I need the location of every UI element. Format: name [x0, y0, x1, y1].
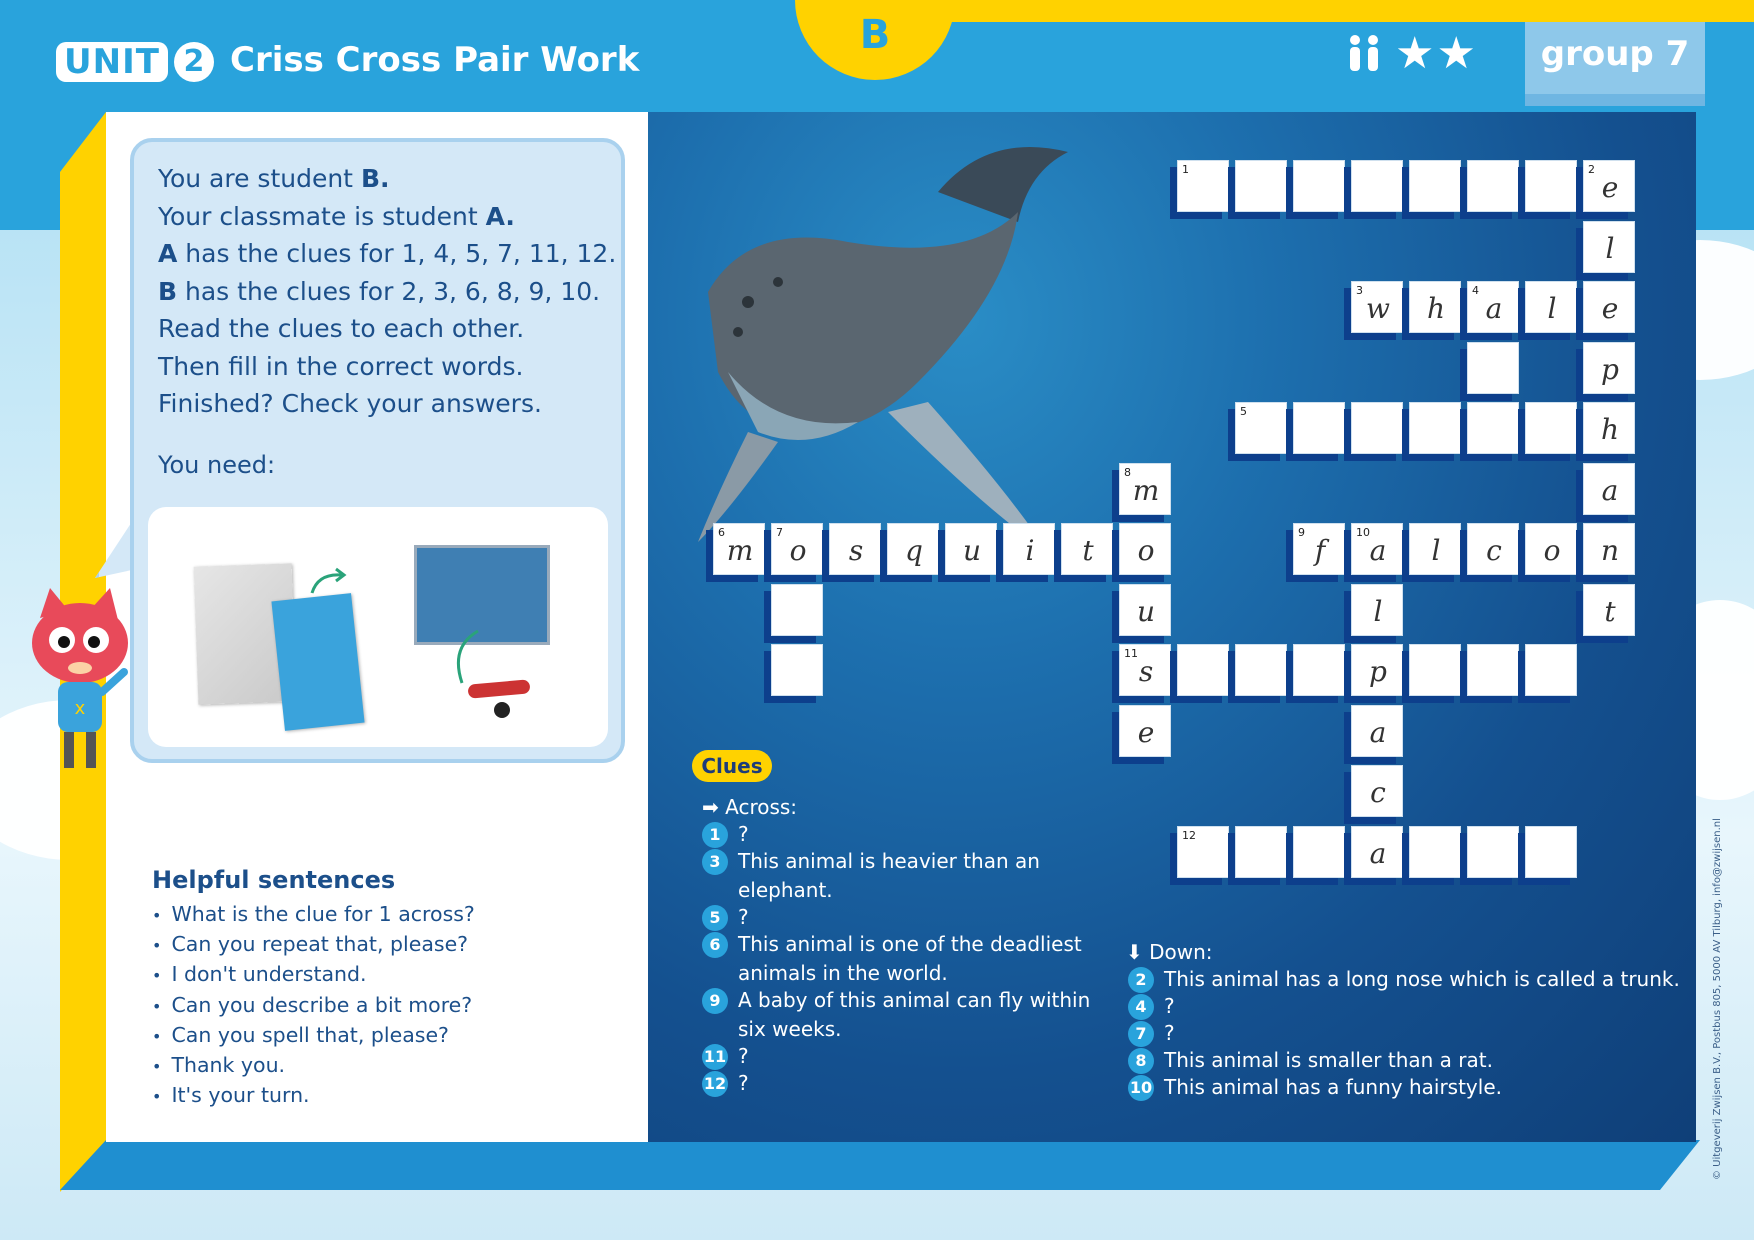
clue-text: ?: [738, 1071, 749, 1095]
helpful-sentences-title: Helpful sentences: [152, 866, 396, 894]
cell-letter: c: [1370, 776, 1386, 809]
crossword-cell[interactable]: [1119, 463, 1171, 515]
crossword-cell[interactable]: [887, 523, 939, 575]
clue-number: 9: [702, 988, 728, 1014]
helpful-sentences-list: [152, 900, 475, 1111]
helpful-sentence: • Can you spell that, please?: [152, 1021, 475, 1051]
instruction-line: B has the clues for 2, 3, 6, 8, 9, 10.: [158, 276, 601, 306]
crossword-cell[interactable]: [1467, 644, 1519, 696]
crossword-cell[interactable]: [713, 523, 765, 575]
crossword-cell[interactable]: [1351, 523, 1403, 575]
instruction-line: Read the clues to each other.: [158, 314, 525, 343]
cell-letter: t: [1604, 594, 1616, 628]
crossword-cell[interactable]: [1409, 523, 1461, 575]
cell-number: 5: [1240, 405, 1247, 418]
clue-text: ?: [1164, 1021, 1175, 1045]
crossword-cell[interactable]: [1293, 644, 1345, 696]
cell-letter: u: [1136, 594, 1156, 628]
clue-number: 7: [1128, 1021, 1154, 1047]
crossword-cell[interactable]: [1351, 584, 1403, 636]
crossword-cell[interactable]: [1351, 644, 1403, 696]
clue-number: 10: [1128, 1075, 1154, 1101]
clue-text: ?: [738, 822, 749, 846]
cell-letter: o: [1543, 534, 1561, 567]
crossword-cell[interactable]: [1409, 281, 1461, 333]
cell-number: 6: [718, 526, 725, 539]
cell-letter: o: [1137, 534, 1155, 567]
crossword-sheet-image: [271, 593, 364, 731]
crossword-cell[interactable]: [1351, 281, 1403, 333]
crossword-cell[interactable]: [771, 584, 823, 636]
crossword-cell[interactable]: [829, 523, 881, 575]
cell-letter: l: [1431, 534, 1441, 567]
clue-text: This animal has a funny hairstyle.: [1164, 1075, 1502, 1099]
clue-number: 2: [1128, 967, 1154, 993]
cell-letter: a: [1369, 534, 1387, 567]
cell-number: 10: [1356, 526, 1370, 539]
cell-letter: a: [1601, 473, 1619, 507]
clue-row: [1128, 1048, 1688, 1075]
crossword-cell[interactable]: [1119, 584, 1171, 636]
clue-number: 11: [702, 1044, 728, 1070]
crossword-cell[interactable]: [1467, 281, 1519, 333]
instructions-box: [130, 138, 625, 763]
crossword-cell[interactable]: [1583, 402, 1635, 454]
copyright-text: © Uitgeverij Zwijsen B.V., Postbus 805, 5000 AV Tilburg, info@zwijsen.nl: [1712, 818, 1723, 1180]
cell-letter: l: [1605, 231, 1615, 265]
instruction-line: Your classmate is student A.: [158, 201, 515, 231]
crossword-cell[interactable]: [1293, 523, 1345, 575]
clue-row: [1128, 994, 1688, 1021]
clue-text: ?: [1164, 994, 1175, 1018]
clue-row: [1128, 1075, 1688, 1102]
crossword-cell[interactable]: [1235, 826, 1287, 878]
cell-letter: i: [1025, 534, 1035, 567]
cell-letter: u: [962, 534, 982, 567]
instruction-line: You are student B.: [158, 164, 390, 193]
cell-number: 11: [1124, 647, 1138, 660]
cell-letter: m: [1132, 473, 1160, 507]
crossword-cell[interactable]: [1583, 463, 1635, 515]
crossword-cell[interactable]: [1351, 402, 1403, 454]
instructions-text: [158, 160, 617, 423]
crossword-cell[interactable]: [1293, 826, 1345, 878]
clue-text: ?: [738, 1044, 749, 1068]
clue-row: [702, 905, 1102, 932]
cell-number: 8: [1124, 465, 1131, 479]
materials-box: [148, 507, 608, 747]
cell-letter: t: [1082, 534, 1094, 567]
crossword-cell[interactable]: [1525, 402, 1577, 454]
clue-row: [1128, 967, 1688, 994]
clue-number: 6: [702, 932, 728, 958]
clue-row: [702, 1044, 1102, 1071]
humpback-whale-image: [688, 132, 1148, 552]
cell-letter: a: [1369, 715, 1387, 749]
crossword-cell[interactable]: [1525, 281, 1577, 333]
clue-number: 8: [1128, 1048, 1154, 1074]
cell-letter: w: [1366, 292, 1390, 325]
crossword-cell[interactable]: [1525, 523, 1577, 575]
crossword-cell[interactable]: [1351, 765, 1403, 817]
crossword-cell[interactable]: [1583, 584, 1635, 636]
cell-letter: l: [1373, 594, 1383, 628]
cell-number: 7: [776, 526, 783, 539]
down-label: ⬇ Down:: [1126, 940, 1213, 964]
crossword-cell[interactable]: [1235, 402, 1287, 454]
helpful-sentence: • I don't understand.: [152, 960, 475, 990]
cell-letter: n: [1600, 534, 1620, 567]
crossword-cell[interactable]: [1351, 826, 1403, 878]
cell-letter: e: [1601, 292, 1619, 325]
crossword-cell[interactable]: [1177, 160, 1229, 212]
cell-letter: s: [848, 534, 864, 567]
helpful-sentence: • Thank you.: [152, 1051, 475, 1081]
clue-text: ?: [738, 905, 749, 929]
group-tab: [1525, 22, 1705, 94]
clue-text: This animal is smaller than a rat.: [1164, 1048, 1493, 1072]
cell-letter: h: [1426, 292, 1446, 325]
crossword-cell[interactable]: [1351, 160, 1403, 212]
cell-letter: e: [1601, 171, 1619, 204]
across-label: ➡ Across:: [702, 795, 798, 819]
crossword-cell[interactable]: [1351, 705, 1403, 757]
crossword-cell[interactable]: [1583, 281, 1635, 333]
cell-number: 9: [1298, 526, 1305, 539]
crossword-cell[interactable]: [1583, 160, 1635, 212]
crossword-cell[interactable]: [1409, 826, 1461, 878]
crossword-cell[interactable]: [1293, 160, 1345, 212]
crossword-cell[interactable]: [1583, 342, 1635, 394]
clue-number: 1: [702, 822, 728, 848]
clue-row: [702, 1071, 1102, 1098]
clue-row: [702, 932, 1102, 988]
cell-letter: o: [789, 534, 807, 567]
difficulty-stars: ★★: [1395, 28, 1478, 79]
clue-number: 5: [702, 905, 728, 931]
cell-letter: p: [1601, 352, 1619, 386]
cell-letter: e: [1137, 715, 1155, 749]
cell-letter: a: [1485, 292, 1503, 325]
unit-number: 2: [174, 42, 214, 82]
crossword-cell[interactable]: [945, 523, 997, 575]
crossword-cell[interactable]: [1525, 644, 1577, 696]
cell-letter: f: [1314, 534, 1326, 567]
crossword-cell[interactable]: [1119, 705, 1171, 757]
crossword-cell[interactable]: [1293, 402, 1345, 454]
pair-work-icon: [1345, 34, 1383, 72]
crossword-cell[interactable]: [1409, 402, 1461, 454]
cell-number: 2: [1588, 163, 1595, 176]
clue-text: This animal is one of the deadliest animals in the world.: [738, 932, 1082, 985]
crossword-cell[interactable]: [1119, 644, 1171, 696]
arrow-icon: [308, 567, 348, 597]
cell-number: 1: [1182, 163, 1189, 176]
helpful-sentence: • Can you describe a bit more?: [152, 991, 475, 1021]
cell-letter: l: [1547, 292, 1557, 325]
crossword-cell[interactable]: [1467, 342, 1519, 394]
crossword-cell[interactable]: [1467, 160, 1519, 212]
cell-number: 4: [1472, 284, 1479, 297]
cell-letter: s: [1138, 655, 1154, 688]
header-yellow-strip: [930, 0, 1754, 22]
crossword-cell[interactable]: [771, 644, 823, 696]
helpful-sentence: • It's your turn.: [152, 1081, 475, 1111]
helpful-sentence: • What is the clue for 1 across?: [152, 900, 475, 930]
instruction-line: Finished? Check your answers.: [158, 389, 542, 418]
clue-row: [702, 849, 1102, 905]
crossword-cell[interactable]: [1235, 644, 1287, 696]
svg-text:x: x: [74, 698, 86, 719]
crossword-cell[interactable]: [1003, 523, 1055, 575]
frame-bottom-edge: [60, 1140, 1700, 1190]
crossword-cell[interactable]: [1583, 221, 1635, 273]
crossword-cell[interactable]: [1061, 523, 1113, 575]
crossword-cell[interactable]: [1177, 826, 1229, 878]
clue-text: A baby of this animal can fly within six weeks.: [738, 988, 1091, 1041]
cell-letter: a: [1369, 836, 1387, 870]
helpful-sentence: • Can you repeat that, please?: [152, 930, 475, 960]
cell-letter: m: [726, 534, 754, 567]
cell-number: 3: [1356, 284, 1363, 297]
crossword-cell[interactable]: [1235, 160, 1287, 212]
instruction-line: Then fill in the correct words.: [158, 351, 524, 381]
marker-cap-image: [494, 702, 510, 718]
cell-letter: p: [1369, 655, 1387, 688]
crossword-cell[interactable]: [1467, 523, 1519, 575]
crossword-cell[interactable]: [1119, 523, 1171, 575]
crossword-cell[interactable]: [1177, 644, 1229, 696]
clue-number: 3: [702, 849, 728, 875]
cell-number: 12: [1182, 828, 1196, 842]
crossword-cell[interactable]: [1409, 644, 1461, 696]
crossword-cell[interactable]: [1583, 523, 1635, 575]
group-label: group 7: [1540, 34, 1690, 74]
clue-text: This animal is heavier than an elephant.: [738, 849, 1040, 902]
cell-letter: c: [1486, 534, 1502, 567]
cell-letter: h: [1600, 413, 1620, 446]
you-need-label: You need:: [158, 450, 276, 479]
instruction-line: A has the clues for 1, 4, 5, 7, 11, 12.: [158, 239, 617, 268]
clues-badge: Clues: [692, 750, 772, 782]
clue-number: 4: [1128, 994, 1154, 1020]
unit-badge: [56, 42, 214, 82]
crossword-cell[interactable]: [771, 523, 823, 575]
crossword-cell[interactable]: [1467, 826, 1519, 878]
unit-label: UNIT: [56, 42, 168, 82]
clue-row: [702, 988, 1102, 1044]
crossword-cell[interactable]: [1409, 160, 1461, 212]
clue-row: [702, 822, 1102, 849]
page-title: Criss Cross Pair Work: [230, 40, 640, 80]
clue-row: [1128, 1021, 1688, 1048]
clue-text: This animal has a long nose which is called a trunk.: [1164, 967, 1680, 991]
arrow-icon: [448, 627, 488, 687]
mascot-character: [20, 588, 140, 778]
version-letter: B: [859, 12, 891, 58]
cell-letter: q: [905, 534, 923, 567]
clue-number: 12: [702, 1071, 728, 1097]
crossword-cell[interactable]: [1525, 826, 1577, 878]
crossword-cell[interactable]: [1525, 160, 1577, 212]
crossword-cell[interactable]: [1467, 402, 1519, 454]
